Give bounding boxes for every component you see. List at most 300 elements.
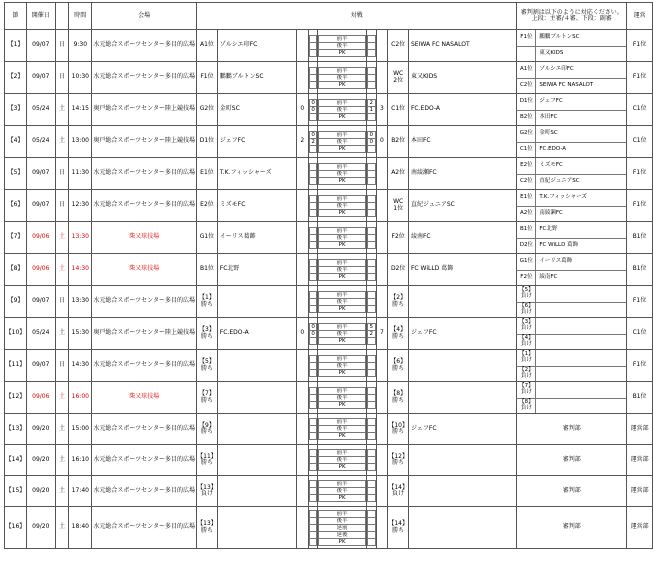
match-venue: 柴又球技場 bbox=[92, 382, 197, 414]
score-label-first: 前半 bbox=[319, 387, 365, 394]
home-half-score bbox=[309, 510, 317, 517]
referee-assignment bbox=[517, 286, 627, 318]
home-half-score: 2 bbox=[309, 138, 317, 145]
home-total bbox=[296, 286, 308, 318]
home-half-score bbox=[309, 67, 317, 74]
home-seed: 【1】 勝ち bbox=[197, 286, 218, 318]
referee-assignment bbox=[517, 30, 627, 62]
match-number: 【1】 bbox=[5, 30, 27, 62]
home-seed: E1位 bbox=[197, 158, 218, 190]
away-half-score bbox=[367, 517, 375, 524]
match-row bbox=[5, 286, 653, 318]
score-label-second: 後半 bbox=[319, 457, 365, 464]
score-label-second: 後半 bbox=[319, 394, 365, 401]
home-seed: 【7】 勝ち bbox=[197, 382, 218, 414]
match-date: 05/24 bbox=[26, 94, 55, 126]
referee-main bbox=[517, 222, 626, 238]
match-schedule-table bbox=[4, 2, 653, 549]
referee-assistant bbox=[517, 110, 626, 126]
header-day bbox=[55, 3, 69, 30]
match-day: 日 bbox=[55, 350, 69, 382]
match-date: 09/06 bbox=[26, 382, 55, 414]
match-venue: 水元総合スポーツセンター多目的広場 bbox=[92, 286, 197, 318]
referee-main bbox=[517, 382, 626, 398]
score-label-table bbox=[318, 227, 365, 249]
away-seed: F2位 bbox=[388, 222, 409, 254]
away-total: 7 bbox=[376, 318, 388, 350]
referee-main bbox=[517, 126, 626, 142]
score-label-table bbox=[318, 163, 365, 185]
away-team: ジェフFC bbox=[408, 414, 516, 445]
away-seed: 【14】 勝ち bbox=[388, 507, 409, 549]
away-half-scores bbox=[366, 222, 376, 254]
home-seed: B1位 bbox=[197, 254, 218, 286]
away-half-score bbox=[367, 531, 375, 538]
score-label-second: 後半 bbox=[319, 234, 365, 241]
away-half-table bbox=[367, 259, 376, 281]
referee-main bbox=[517, 30, 626, 46]
home-half-score bbox=[309, 337, 317, 344]
score-label-pk: PK bbox=[319, 209, 365, 216]
match-row bbox=[5, 254, 653, 286]
match-number: 【4】 bbox=[5, 126, 27, 158]
home-half-score bbox=[309, 298, 317, 305]
referee-box bbox=[517, 62, 626, 93]
home-total bbox=[296, 62, 308, 94]
referee-assistant bbox=[517, 238, 626, 254]
match-number: 【16】 bbox=[5, 507, 27, 549]
away-half-score bbox=[367, 495, 375, 502]
home-team: ゾルシエ印FC bbox=[217, 30, 296, 62]
home-team: ジェフFC bbox=[217, 126, 296, 158]
match-venue: 奥戸総合スポーツセンター陸上競技場 bbox=[92, 126, 197, 158]
away-half-table bbox=[367, 131, 376, 153]
away-half-scores bbox=[366, 382, 376, 414]
referee-team: FC北野 bbox=[539, 225, 558, 232]
home-half-table bbox=[309, 67, 318, 89]
score-label-pk: PK bbox=[319, 113, 365, 120]
away-half-score bbox=[367, 202, 375, 209]
management-team: F1位 bbox=[627, 62, 653, 94]
match-time: 16:10 bbox=[69, 445, 92, 476]
home-half-scores bbox=[308, 190, 318, 222]
management-team: F1位 bbox=[627, 350, 653, 382]
away-half-score bbox=[367, 355, 375, 362]
score-label-table bbox=[318, 510, 365, 546]
match-time: 13:30 bbox=[69, 222, 92, 254]
match-time: 17:40 bbox=[69, 476, 92, 507]
away-half-score bbox=[367, 337, 375, 344]
match-number: 【15】 bbox=[5, 476, 27, 507]
away-half-table bbox=[367, 195, 376, 217]
score-label-table bbox=[318, 480, 365, 502]
match-date: 05/24 bbox=[26, 318, 55, 350]
away-seed: 【6】 勝ち bbox=[388, 350, 409, 382]
home-half-score bbox=[309, 202, 317, 209]
score-label-table bbox=[318, 355, 365, 377]
score-label-pk: PK bbox=[319, 433, 365, 440]
score-labels bbox=[318, 414, 366, 445]
header-management: 運営 bbox=[627, 3, 653, 30]
away-half-table bbox=[367, 480, 376, 502]
management-team: F1位 bbox=[627, 158, 653, 190]
match-time: 12:30 bbox=[69, 190, 92, 222]
referee-team: ゾルシエ印FC bbox=[539, 65, 574, 72]
match-date: 09/07 bbox=[26, 190, 55, 222]
match-time: 14:30 bbox=[69, 350, 92, 382]
referee-assistant bbox=[517, 46, 626, 62]
away-half-score: 5 bbox=[367, 323, 375, 330]
away-seed: B2位 bbox=[388, 126, 409, 158]
score-label-table bbox=[318, 387, 365, 409]
score-label-table bbox=[318, 449, 365, 471]
score-label-second: 後半 bbox=[319, 426, 365, 433]
match-number: 【6】 bbox=[5, 190, 27, 222]
away-team bbox=[408, 445, 516, 476]
score-labels bbox=[318, 350, 366, 382]
away-half-table bbox=[367, 510, 376, 546]
home-seed: 【13】 勝ち bbox=[197, 507, 218, 549]
match-venue: 水元総合スポーツセンター多目的広場 bbox=[92, 62, 197, 94]
match-row bbox=[5, 414, 653, 445]
home-seed: 【13】 負け bbox=[197, 476, 218, 507]
score-labels bbox=[318, 126, 366, 158]
away-half-score bbox=[367, 81, 375, 88]
home-half-scores bbox=[308, 445, 318, 476]
away-half-score bbox=[367, 538, 375, 545]
referee-seed: 【3】 負け bbox=[517, 318, 536, 334]
match-day: 日 bbox=[55, 30, 69, 62]
score-label-second: 後半 bbox=[319, 266, 365, 273]
away-total bbox=[376, 476, 388, 507]
referee-seed: D2位 bbox=[517, 239, 536, 254]
referee-seed: 【1】 負け bbox=[517, 350, 536, 366]
away-seed: C2位 bbox=[388, 30, 409, 62]
away-half-score: 0 bbox=[367, 131, 375, 138]
referee-team: 本田FC bbox=[539, 114, 558, 121]
referee-team: 直紀ジュニアSC bbox=[539, 178, 580, 185]
away-half-score bbox=[367, 433, 375, 440]
home-team: T.K.フィッシャーズ bbox=[217, 158, 296, 190]
management-team: C1位 bbox=[627, 126, 653, 158]
referee-assistant bbox=[517, 366, 626, 382]
home-half-scores bbox=[308, 94, 318, 126]
referee-seed bbox=[517, 47, 536, 62]
score-labels bbox=[318, 476, 366, 507]
referee-box bbox=[517, 94, 626, 125]
away-half-table bbox=[367, 99, 376, 121]
away-seed: 【12】 勝ち bbox=[388, 445, 409, 476]
away-half-score bbox=[367, 298, 375, 305]
referee-assignment bbox=[517, 318, 627, 350]
home-seed: F1位 bbox=[197, 62, 218, 94]
match-day: 土 bbox=[55, 476, 69, 507]
home-seed: 【11】 勝ち bbox=[197, 445, 218, 476]
home-half-score bbox=[309, 362, 317, 369]
away-team: SEIWA FC NASALOT bbox=[408, 30, 516, 62]
score-label-first: 前半 bbox=[319, 510, 365, 517]
match-day: 土 bbox=[55, 94, 69, 126]
referee-box bbox=[517, 350, 626, 381]
referee-seed: 【8】 負け bbox=[517, 399, 536, 414]
away-seed: WC 1位 bbox=[388, 190, 409, 222]
score-label-pk: PK bbox=[319, 337, 365, 344]
referee-main bbox=[517, 318, 626, 334]
away-total bbox=[376, 507, 388, 549]
referee-assignment bbox=[517, 94, 627, 126]
match-number: 【9】 bbox=[5, 286, 27, 318]
score-label-first: 前半 bbox=[319, 227, 365, 234]
referee-team: ジェフFC bbox=[539, 97, 563, 104]
away-half-score bbox=[367, 488, 375, 495]
match-time: 14:15 bbox=[69, 94, 92, 126]
match-day: 日 bbox=[55, 190, 69, 222]
home-half-score bbox=[309, 457, 317, 464]
referee-note-line1: 審判割は以下のように対応ください。 bbox=[520, 8, 623, 16]
home-total: 0 bbox=[296, 94, 308, 126]
referee-seed: F2位 bbox=[517, 271, 536, 286]
home-team: FC.EDO-A bbox=[217, 318, 296, 350]
home-half-table bbox=[309, 323, 318, 345]
home-team bbox=[217, 286, 296, 318]
home-half-score bbox=[309, 74, 317, 81]
score-label-first: 前半 bbox=[319, 355, 365, 362]
away-half-score bbox=[367, 42, 375, 49]
away-half-score bbox=[367, 170, 375, 177]
home-half-scores bbox=[308, 350, 318, 382]
away-total bbox=[376, 382, 388, 414]
score-label-first: 前半 bbox=[319, 450, 365, 457]
referee-seed: C2位 bbox=[517, 79, 536, 94]
referee-assistant bbox=[517, 174, 626, 190]
home-half-score bbox=[309, 305, 317, 312]
referee-team: 鵬鵬ブルトンSC bbox=[539, 33, 580, 40]
home-total bbox=[296, 30, 308, 62]
score-label-pk: PK bbox=[319, 464, 365, 471]
score-label-first: 前半 bbox=[319, 419, 365, 426]
home-total bbox=[296, 382, 308, 414]
match-date: 09/07 bbox=[26, 350, 55, 382]
match-number: 【14】 bbox=[5, 445, 27, 476]
match-day: 土 bbox=[55, 382, 69, 414]
away-half-score bbox=[367, 241, 375, 248]
match-venue: 奥戸総合スポーツセンター陸上競技場 bbox=[92, 318, 197, 350]
match-date: 09/20 bbox=[26, 445, 55, 476]
home-half-score bbox=[309, 531, 317, 538]
match-number: 【12】 bbox=[5, 382, 27, 414]
away-half-score bbox=[367, 291, 375, 298]
referee-assistant bbox=[517, 398, 626, 414]
away-team: 南綾瀬FC bbox=[408, 158, 516, 190]
away-half-score bbox=[367, 524, 375, 531]
home-half-score bbox=[309, 234, 317, 241]
home-total bbox=[296, 158, 308, 190]
home-half-score bbox=[309, 177, 317, 184]
header-time: 時間 bbox=[69, 3, 92, 30]
header-row bbox=[5, 3, 653, 30]
away-half-scores bbox=[366, 94, 376, 126]
home-half-score bbox=[309, 495, 317, 502]
away-total bbox=[376, 286, 388, 318]
home-half-scores bbox=[308, 126, 318, 158]
referee-seed: 【5】 負け bbox=[517, 286, 536, 302]
referee-seed: E1位 bbox=[517, 190, 536, 206]
referee-team: 綾南FC bbox=[539, 274, 558, 281]
score-label-first: 前半 bbox=[319, 99, 365, 106]
referee-main bbox=[517, 350, 626, 366]
match-row bbox=[5, 350, 653, 382]
match-number: 【3】 bbox=[5, 94, 27, 126]
header-referee-note bbox=[517, 3, 627, 30]
match-date: 09/07 bbox=[26, 30, 55, 62]
referee-department: 審判部 bbox=[517, 476, 627, 507]
away-half-table bbox=[367, 387, 376, 409]
referee-assignment bbox=[517, 254, 627, 286]
match-time: 13:30 bbox=[69, 286, 92, 318]
away-total bbox=[376, 254, 388, 286]
home-seed: E2位 bbox=[197, 190, 218, 222]
away-half-scores bbox=[366, 318, 376, 350]
home-half-score bbox=[309, 81, 317, 88]
match-time: 13:00 bbox=[69, 126, 92, 158]
home-half-score: 0 bbox=[309, 131, 317, 138]
management-team: B1位 bbox=[627, 254, 653, 286]
match-row bbox=[5, 382, 653, 414]
score-labels bbox=[318, 318, 366, 350]
home-team bbox=[217, 445, 296, 476]
away-team bbox=[408, 476, 516, 507]
away-half-table bbox=[367, 227, 376, 249]
away-half-scores bbox=[366, 30, 376, 62]
home-half-scores bbox=[308, 414, 318, 445]
match-day: 日 bbox=[55, 286, 69, 318]
home-half-scores bbox=[308, 158, 318, 190]
away-total: 3 bbox=[376, 94, 388, 126]
score-label-first: 前半 bbox=[319, 163, 365, 170]
away-team: 本田FC bbox=[408, 126, 516, 158]
match-venue: 柴又球技場 bbox=[92, 222, 197, 254]
score-label-second: 後半 bbox=[319, 202, 365, 209]
match-date: 09/06 bbox=[26, 254, 55, 286]
referee-seed: B2位 bbox=[517, 111, 536, 126]
referee-seed: 【2】 負け bbox=[517, 367, 536, 382]
score-labels bbox=[318, 62, 366, 94]
score-label-table bbox=[318, 323, 365, 345]
referee-assistant bbox=[517, 78, 626, 94]
score-labels bbox=[318, 190, 366, 222]
management-team: B1位 bbox=[627, 222, 653, 254]
referee-main bbox=[517, 190, 626, 206]
score-label-first: 前半 bbox=[319, 195, 365, 202]
management-team: C1位 bbox=[627, 94, 653, 126]
match-number: 【7】 bbox=[5, 222, 27, 254]
away-team: ジェフFC bbox=[408, 318, 516, 350]
management-team: 運営部 bbox=[627, 507, 653, 549]
match-date: 09/06 bbox=[26, 222, 55, 254]
score-label-table bbox=[318, 131, 365, 153]
score-label-table bbox=[318, 259, 365, 281]
home-half-score bbox=[309, 195, 317, 202]
referee-assignment bbox=[517, 350, 627, 382]
home-half-score bbox=[309, 401, 317, 408]
home-half-table bbox=[309, 259, 318, 281]
referee-assignment bbox=[517, 158, 627, 190]
schedule-document bbox=[4, 2, 653, 549]
match-day: 土 bbox=[55, 318, 69, 350]
score-label-first: 前半 bbox=[319, 131, 365, 138]
referee-box bbox=[517, 286, 626, 317]
referee-seed: D1位 bbox=[517, 94, 536, 110]
score-label-second: 後半 bbox=[319, 330, 365, 337]
score-label-pk: PK bbox=[319, 495, 365, 502]
score-label-pk: PK bbox=[319, 305, 365, 312]
match-day: 土 bbox=[55, 445, 69, 476]
away-half-score bbox=[367, 464, 375, 471]
home-total bbox=[296, 350, 308, 382]
away-team bbox=[408, 350, 516, 382]
home-half-table bbox=[309, 418, 318, 440]
away-half-score bbox=[367, 145, 375, 152]
away-half-table bbox=[367, 323, 376, 345]
match-number: 【8】 bbox=[5, 254, 27, 286]
away-total bbox=[376, 445, 388, 476]
home-seed: 【9】 勝ち bbox=[197, 414, 218, 445]
score-labels bbox=[318, 507, 366, 549]
match-venue: 水元総合スポーツセンター多目的広場 bbox=[92, 507, 197, 549]
referee-box bbox=[517, 382, 626, 413]
referee-team: SEIWA FC NASALOT bbox=[539, 82, 594, 89]
score-label-first: 前半 bbox=[319, 291, 365, 298]
score-labels bbox=[318, 382, 366, 414]
score-label-second: 後半 bbox=[319, 106, 365, 113]
referee-box bbox=[517, 222, 626, 253]
home-total bbox=[296, 476, 308, 507]
home-half-score bbox=[309, 273, 317, 280]
match-date: 09/07 bbox=[26, 158, 55, 190]
referee-seed: F1位 bbox=[517, 30, 536, 46]
match-venue: 水元総合スポーツセンター多目的広場 bbox=[92, 30, 197, 62]
referee-assistant bbox=[517, 142, 626, 158]
referee-team: T.K.フィッシャーズ bbox=[539, 193, 587, 200]
away-half-scores bbox=[366, 476, 376, 507]
match-day: 日 bbox=[55, 158, 69, 190]
home-half-score bbox=[309, 450, 317, 457]
referee-assignment bbox=[517, 190, 627, 222]
away-seed: 【8】 勝ち bbox=[388, 382, 409, 414]
referee-team: 南綾瀬FC bbox=[539, 210, 563, 217]
away-half-score bbox=[367, 74, 375, 81]
referee-box bbox=[517, 126, 626, 157]
match-date: 09/20 bbox=[26, 414, 55, 445]
match-row bbox=[5, 158, 653, 190]
away-half-scores bbox=[366, 126, 376, 158]
home-half-scores bbox=[308, 382, 318, 414]
home-half-score: 0 bbox=[309, 106, 317, 113]
home-half-table bbox=[309, 195, 318, 217]
away-half-scores bbox=[366, 254, 376, 286]
away-half-score bbox=[367, 394, 375, 401]
match-time: 11:30 bbox=[69, 158, 92, 190]
away-half-score: 0 bbox=[367, 138, 375, 145]
home-team: ミズモFC bbox=[217, 190, 296, 222]
home-half-score bbox=[309, 291, 317, 298]
header-date: 開催日 bbox=[26, 3, 55, 30]
home-team bbox=[217, 507, 296, 549]
home-half-scores bbox=[308, 318, 318, 350]
match-day: 土 bbox=[55, 222, 69, 254]
score-label-second: 後半 bbox=[319, 517, 365, 524]
management-team: 運営部 bbox=[627, 445, 653, 476]
